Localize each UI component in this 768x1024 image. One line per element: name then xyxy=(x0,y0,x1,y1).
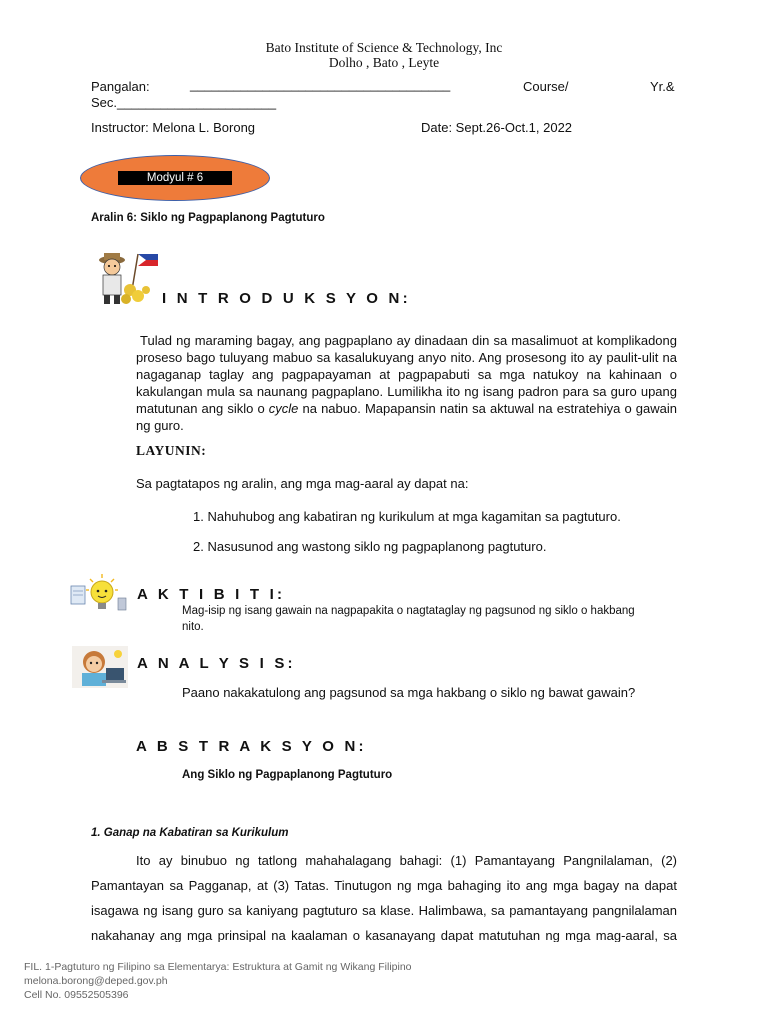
footer-cell: Cell No. 09552505396 xyxy=(24,989,129,1001)
institution-address: Dolho , Bato , Leyte xyxy=(328,55,440,70)
name-label: Pangalan: xyxy=(91,79,150,94)
abstraction-heading: A B S T R A K S Y O N: xyxy=(136,738,367,755)
name-line: ____________________________________ xyxy=(190,77,451,92)
teacher-with-flag-icon xyxy=(92,250,164,304)
introduction-text: Tulad ng maraming bagay, ang pagpaplano ay dinadaan din sa masalimuot at komplikadong proseso bago tuluyang mabuo sa kasalukuyang anyo nito. Ang prosesong ito ay paulit-ulit na nagaganap taglay ang pagpapayaman at pagpapabuti sa mga natukoy na kahinaan o kakulangan mula sa naunang pagpaplano. Lumilikha ito ng isang padron para sa guro upang matutunan ang siklo o xyxy=(136,333,677,416)
objective-item: 1. Nahuhubog ang kabatiran ng kurikulum at mga kagamitan sa pagtuturo. xyxy=(193,509,621,524)
student-at-laptop-icon xyxy=(72,646,128,688)
analysis-question: Paano nakakatulong ang pagsunod sa mga hakbang o siklo ng bawat gawain? xyxy=(182,685,636,700)
year-label: Yr.& xyxy=(650,79,675,94)
instructor-name: Instructor: Melona L. Borong xyxy=(91,120,256,135)
objectives-intro: Sa pagtatapos ng aralin, ang mga mag-aaral ay dapat na: xyxy=(136,476,469,491)
course-label: Course/ xyxy=(523,79,569,94)
institution-name: Bato Institute of Science & Technology, Inc xyxy=(265,40,503,55)
activity-text-line2: nito. xyxy=(182,621,204,633)
abstraction-paragraph: Ito ay binubuo ng tatlong mahahalagang bahagi: (1) Pamantayang Pangnilalaman, (2) Pamantayan sa Pagganap, at (3) Tatas. Tinutugon ng mga bahaging ito ang mga bagay na dapat isagawa ng isang guro sa kaniyang pagtuturo sa klase. Halimbawa, sa pamantayang pangnilalaman nakahanay ang mga prinsipal na kaalaman o kasanayang dapat matutuhan ng mga mag-aaral, sa xyxy=(91,853,677,942)
introduction-heading: I N T R O D U K S Y O N: xyxy=(162,290,411,307)
activity-heading: A K T I B I T I: xyxy=(137,586,286,603)
module-label: Modyul # 6 xyxy=(118,171,232,185)
introduction-paragraph xyxy=(136,332,677,434)
lightbulb-idea-icon xyxy=(68,570,130,618)
point-heading: 1. Ganap na Kabatiran sa Kurikulum xyxy=(91,827,289,839)
cycle-word: cycle xyxy=(268,401,299,416)
objectives-heading: LAYUNIN: xyxy=(136,443,207,458)
section-field: Sec.______________________ xyxy=(91,95,277,110)
analysis-heading: A N A L Y S I S: xyxy=(137,655,296,672)
footer-email: melona.borong@deped.gov.ph xyxy=(24,975,168,987)
footer-course: FIL. 1-Pagtuturo ng Filipino sa Elementarya: Estruktura at Gamit ng Wikang Filipino xyxy=(24,961,412,973)
objective-item: 2. Nasusunod ang wastong siklo ng pagpaplanong pagtuturo. xyxy=(193,539,547,554)
lesson-title: Aralin 6: Siklo ng Pagpaplanong Pagtuturo xyxy=(91,212,325,224)
abstraction-subtitle: Ang Siklo ng Pagpaplanong Pagtuturo xyxy=(182,769,393,781)
introduction-text-end: na nabuo. Mapapansin natin sa aktuwal na estratehiya o gawain ng guro. xyxy=(136,401,677,433)
activity-text-line1: Mag-isip ng isang gawain na nagpapakita o nagtataglay ng pagsunod ng siklo o hakbang xyxy=(182,605,635,617)
date-range: Date: Sept.26-Oct.1, 2022 xyxy=(421,120,573,135)
